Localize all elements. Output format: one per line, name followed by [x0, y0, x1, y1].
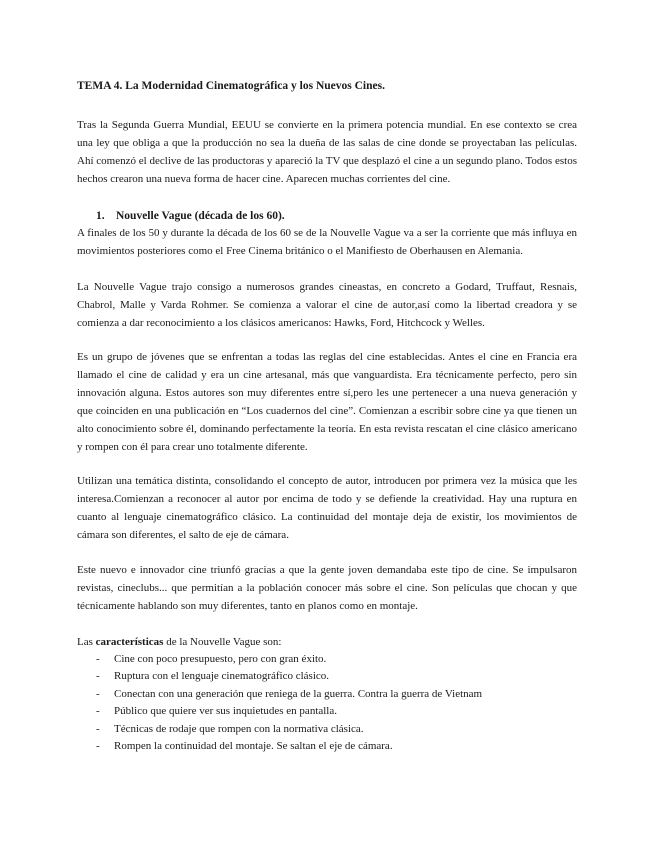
list-item [96, 738, 482, 755]
paragraph-success: Este nuevo e innovador cine triunfó gracias a que la gente joven demandaba este tipo de cine. Se impulsaron revistas, cineclubs... que permitían a la población conocer más sobre el cine. Son películas que chocan y que técnicamente hablando son muy diferentes, tanto en planos como en montaje. [77, 564, 577, 612]
paragraph-themes: Utilizan una temática distinta, consolidando el concepto de autor, introducen por primera vez la música que les interesa.Comienzan a reconocer al autor por encima de todo y se defiende la creatividad. Hay una ruptura en cuanto al lenguaje cinematográfico clásico. La continuidad del montaje deja de existir, los movimientos de cámara son diferentes, el salto de eje de cámara. [77, 475, 577, 541]
list-item-text: Conectan con una generación que reniega de la guerra. Contra la guerra de Vietnam [114, 687, 483, 700]
section-title: Nouvelle Vague (década de los 60). [116, 210, 285, 222]
list-bullet: - [96, 653, 100, 665]
list-bullet: - [96, 687, 100, 700]
list-item [96, 651, 482, 668]
section-number: 1. [96, 210, 105, 222]
list-intro-before: Las [77, 636, 96, 648]
list-bullet: - [96, 705, 100, 718]
section-heading [96, 209, 285, 223]
list-item-text: Técnicas de rodaje que rompen con la normativa clásica. [114, 722, 364, 735]
paragraph-young-group: Es un grupo de jóvenes que se enfrentan a todas las reglas del cine establecidas. Antes el cine en Francia era llamado el cine de calidad y era un cine artesanal, más que vanguardista. Era técnicamente perfecto, pero sin innovación alguna. Estos autores son muy diferentes entre sí,pero les une pertenecer a una nueva generación y que coinciden en una publicación en “Los cuadernos del cine”. Comienzan a escribir sobre cine ya que tienen un alto conocimiento sobre él, dominando perfectamente la teoría. En esta revista rescatan el cine clásico americano y rompen con él para crear uno totalmente diferente. [77, 351, 577, 453]
page-title: TEMA 4. La Modernidad Cinematográfica y los Nuevos Cines. [77, 80, 385, 92]
list-item [96, 668, 482, 685]
list-bullet: - [96, 739, 100, 752]
list-item-text: Público que quiere ver sus inquietudes en pantalla. [114, 705, 337, 718]
list-bullet: - [96, 670, 100, 683]
list-item [96, 686, 482, 703]
list-item [96, 721, 482, 738]
list-intro [77, 634, 281, 650]
list-bullet: - [96, 722, 100, 735]
intro-paragraph: Tras la Segunda Guerra Mundial, EEUU se convierte en la primera potencia mundial. En ese contexto se crea una ley que obliga a que la producción no sea la dueña de las salas de cine donde se proyectaban las películas. Ahí comenzó el declive de las productoras y apareció la TV que desplazó el cine a un segundo plano. Todos estos hechos crearon una nueva forma de hacer cine. Aparecen muchas corrientes del cine. [77, 119, 577, 185]
characteristics-list [96, 651, 482, 755]
list-item-text: Rompen la continuidad del montaje. Se saltan el eje de cámara. [114, 739, 393, 752]
list-intro-after: de la Nouvelle Vague son: [163, 636, 282, 648]
paragraph-origin: A finales de los 50 y durante la década de los 60 se de la Nouvelle Vague va a ser la corriente que más influya en movimientos posteriores como el Free Cinema británico o el Manifiesto de Oberhausen en Alemania. [77, 227, 577, 257]
paragraph-filmmakers: La Nouvelle Vague trajo consigo a numerosos grandes cineastas, en concreto a Godard, Truffaut, Resnais, Chabrol, Malle y Varda Rohmer. Se comienza a valorar el cine de autor,así como la libertad creadora y se comienza a dar reconocimiento a los clásicos americanos: Hawks, Ford, Hitchcock y Welles. [77, 281, 577, 329]
list-item-text: Ruptura con el lenguaje cinematográfico clásico. [114, 670, 330, 683]
list-item [96, 703, 482, 720]
list-item-text: Cine con poco presupuesto, pero con gran éxito. [114, 653, 327, 665]
list-intro-bold: características [95, 636, 164, 648]
